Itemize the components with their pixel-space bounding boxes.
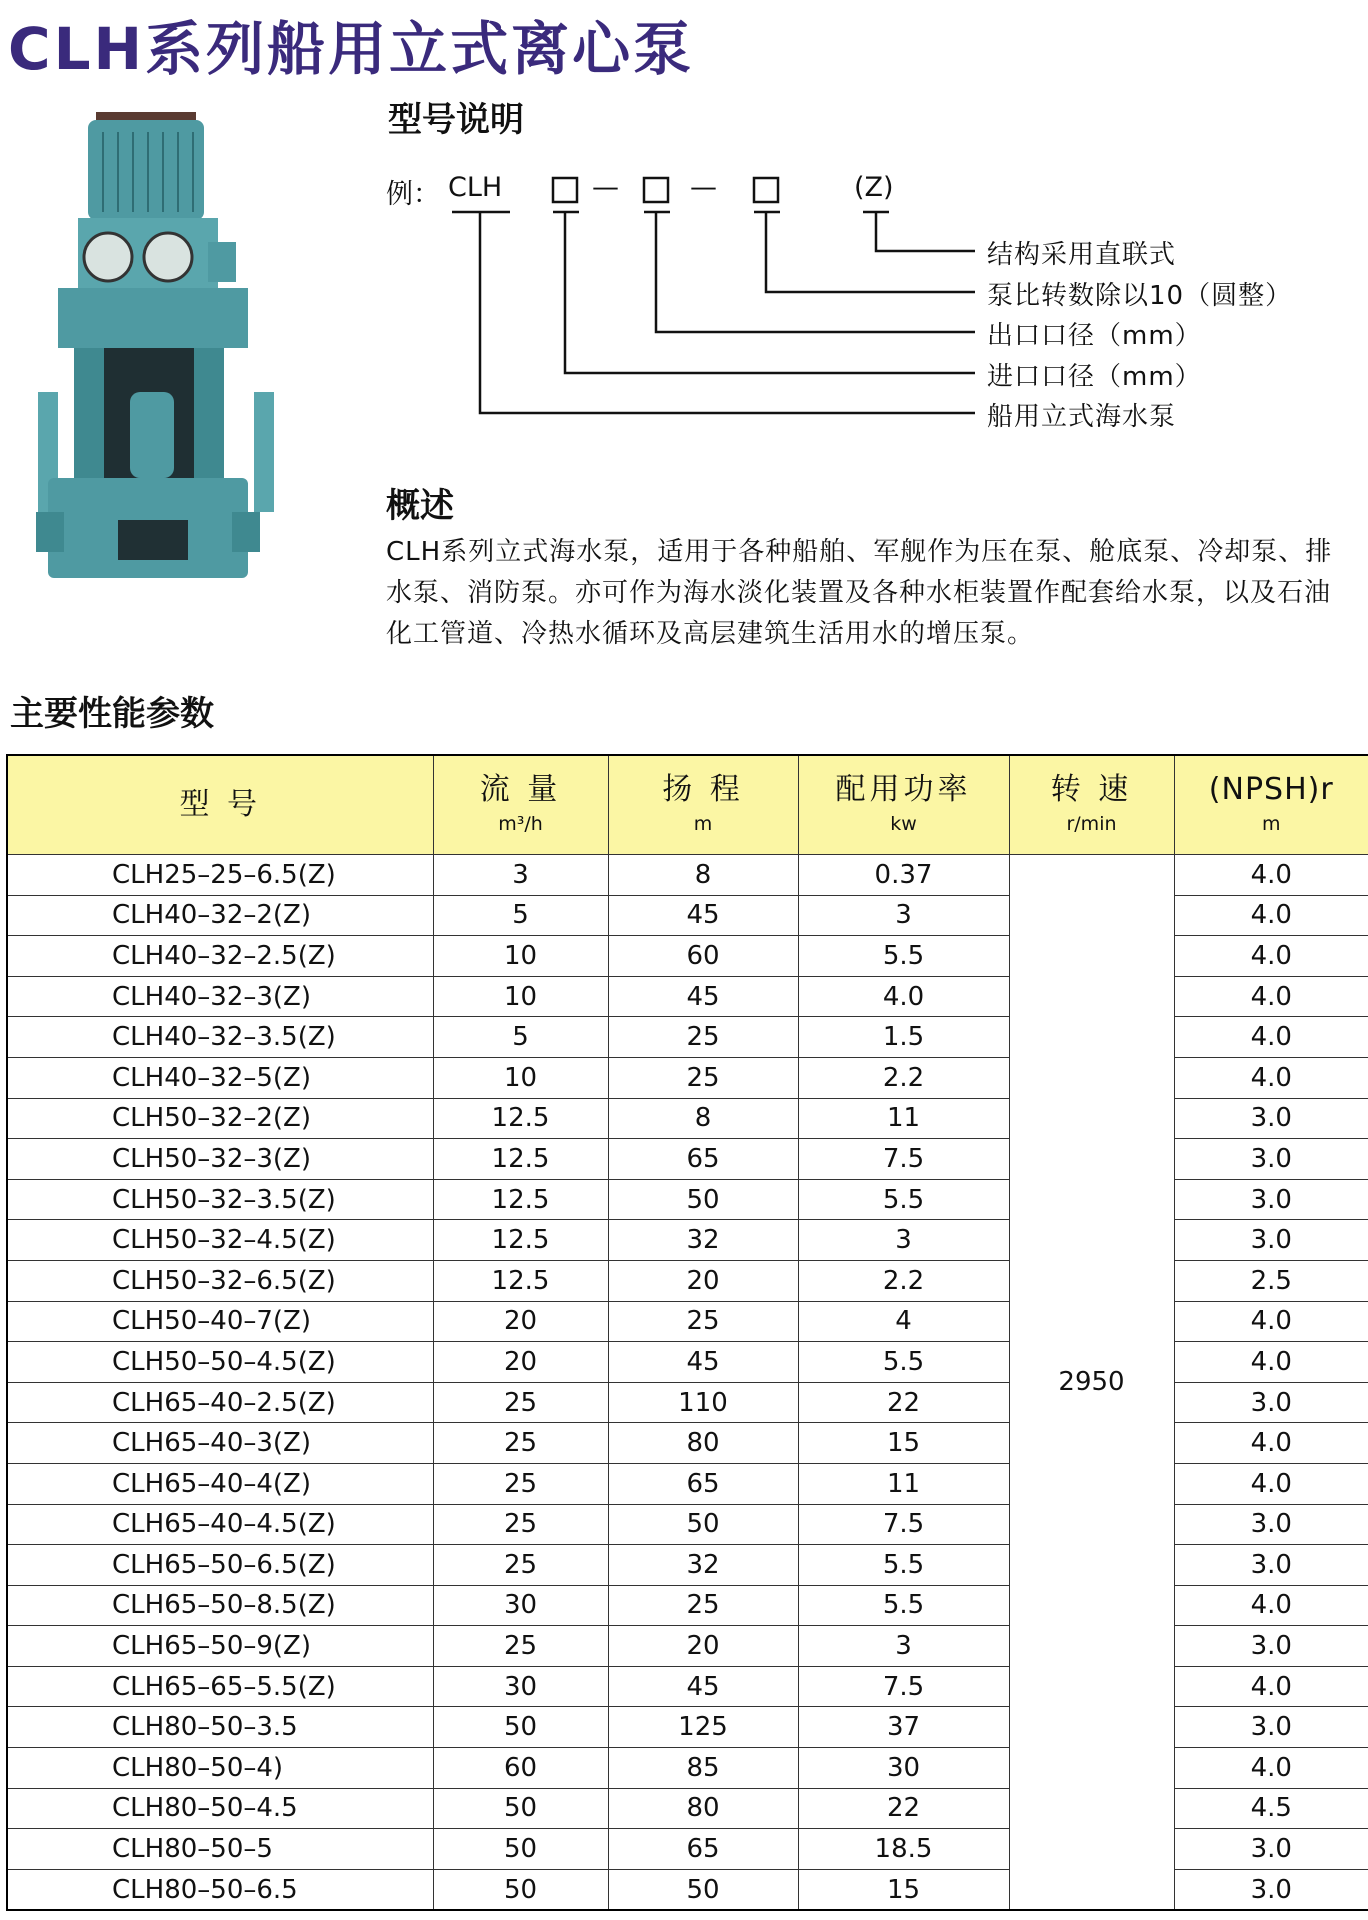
- cell-power: 5.5: [798, 1585, 1009, 1626]
- cell-head: 32: [608, 1545, 798, 1586]
- cell-power: 11: [798, 1463, 1009, 1504]
- cell-model: CLH40–32–2.5(Z): [7, 936, 433, 977]
- cell-flow: 10: [433, 936, 608, 977]
- cell-flow: 25: [433, 1545, 608, 1586]
- col-header-flow: 流 量 m³/h: [433, 755, 608, 855]
- code-box-3: [754, 178, 778, 202]
- cell-head: 45: [608, 1342, 798, 1383]
- cell-npsh: 3.0: [1174, 1382, 1368, 1423]
- cell-flow: 25: [433, 1463, 608, 1504]
- cell-npsh: 4.0: [1174, 976, 1368, 1017]
- cell-power: 7.5: [798, 1666, 1009, 1707]
- cell-model: CLH40–32–3.5(Z): [7, 1017, 433, 1058]
- cell-npsh: 4.0: [1174, 1342, 1368, 1383]
- cell-head: 20: [608, 1626, 798, 1667]
- model-section-heading: 型号说明: [388, 100, 524, 140]
- cell-model: CLH50–32–3.5(Z): [7, 1179, 433, 1220]
- cell-model: CLH80–50–3.5: [7, 1707, 433, 1748]
- cell-flow: 12.5: [433, 1098, 608, 1139]
- code-dash-2: —: [690, 172, 717, 203]
- cell-head: 25: [608, 1301, 798, 1342]
- cell-model: CLH50–32–4.5(Z): [7, 1220, 433, 1261]
- cell-flow: 20: [433, 1301, 608, 1342]
- cell-power: 0.37: [798, 855, 1009, 896]
- cell-power: 30: [798, 1748, 1009, 1789]
- cell-power: 22: [798, 1382, 1009, 1423]
- cell-power: 18.5: [798, 1829, 1009, 1870]
- cell-power: 2.2: [798, 1057, 1009, 1098]
- code-box-2: [644, 178, 668, 202]
- cell-power: 22: [798, 1788, 1009, 1829]
- cell-power: 1.5: [798, 1017, 1009, 1058]
- cell-npsh: 3.0: [1174, 1504, 1368, 1545]
- cell-model: CLH80–50–6.5: [7, 1869, 433, 1910]
- cell-npsh: 3.0: [1174, 1098, 1368, 1139]
- annotation-pump-type: 船用立式海水泵: [987, 402, 1177, 432]
- col-header-head: 扬 程 m: [608, 755, 798, 855]
- cell-npsh: 4.0: [1174, 1666, 1368, 1707]
- cell-model: CLH80–50–5: [7, 1829, 433, 1870]
- cell-model: CLH80–50–4.5: [7, 1788, 433, 1829]
- example-label: 例：: [386, 179, 440, 210]
- cell-head: 32: [608, 1220, 798, 1261]
- cell-model: CLH50–32–2(Z): [7, 1098, 433, 1139]
- cell-flow: 12.5: [433, 1179, 608, 1220]
- cell-model: CLH50–32–6.5(Z): [7, 1260, 433, 1301]
- cell-flow: 50: [433, 1707, 608, 1748]
- cell-flow: 10: [433, 976, 608, 1017]
- cell-power: 11: [798, 1098, 1009, 1139]
- cell-flow: 25: [433, 1626, 608, 1667]
- cell-head: 20: [608, 1260, 798, 1301]
- cell-flow: 25: [433, 1504, 608, 1545]
- cell-head: 25: [608, 1057, 798, 1098]
- col-header-model: 型 号: [7, 755, 433, 855]
- cell-power: 5.5: [798, 1179, 1009, 1220]
- cell-model: CLH65–40–4.5(Z): [7, 1504, 433, 1545]
- cell-flow: 50: [433, 1869, 608, 1910]
- cell-head: 60: [608, 936, 798, 977]
- cell-power: 3: [798, 895, 1009, 936]
- cell-npsh: 4.0: [1174, 936, 1368, 977]
- cell-flow: 10: [433, 1057, 608, 1098]
- cell-model: CLH50–32–3(Z): [7, 1139, 433, 1180]
- cell-npsh: 4.0: [1174, 1017, 1368, 1058]
- cell-head: 25: [608, 1585, 798, 1626]
- overview-heading: 概述: [386, 486, 454, 526]
- cell-npsh: 2.5: [1174, 1260, 1368, 1301]
- cell-model: CLH50–50–4.5(Z): [7, 1342, 433, 1383]
- cell-head: 80: [608, 1423, 798, 1464]
- cell-flow: 50: [433, 1788, 608, 1829]
- cell-npsh: 3.0: [1174, 1626, 1368, 1667]
- cell-npsh: 3.0: [1174, 1869, 1368, 1910]
- table-body: [7, 855, 1368, 1911]
- cell-model: CLH65–65–5.5(Z): [7, 1666, 433, 1707]
- col-header-power: 配用功率 kw: [798, 755, 1009, 855]
- cell-head: 85: [608, 1748, 798, 1789]
- cell-model: CLH40–32–5(Z): [7, 1057, 433, 1098]
- code-suffix: (Z): [854, 172, 894, 203]
- cell-flow: 30: [433, 1666, 608, 1707]
- overview-text: CLH系列立式海水泵，适用于各种船舶、军舰作为压在泵、舱底泵、冷却泵、排水泵、消防泵。亦可作为海水淡化装置及各种水柜装置作配套给水泵，以及石油化工管道、冷热水循环及高层建筑生活用水的增压泵。: [386, 537, 1333, 649]
- cell-power: 3: [798, 1626, 1009, 1667]
- cell-head: 8: [608, 1098, 798, 1139]
- annotation-specific-speed: 泵比转数除以10（圆整）: [987, 281, 1293, 311]
- cell-npsh: 4.5: [1174, 1788, 1368, 1829]
- cell-power: 4: [798, 1301, 1009, 1342]
- cell-flow: 25: [433, 1423, 608, 1464]
- cell-npsh: 4.0: [1174, 1301, 1368, 1342]
- cell-model: CLH65–40–2.5(Z): [7, 1382, 433, 1423]
- cell-flow: 12.5: [433, 1220, 608, 1261]
- cell-power: 7.5: [798, 1504, 1009, 1545]
- cell-model: CLH50–40–7(Z): [7, 1301, 433, 1342]
- cell-flow: 50: [433, 1829, 608, 1870]
- cell-head: 65: [608, 1139, 798, 1180]
- col-header-speed: 转 速 r/min: [1009, 755, 1174, 855]
- cell-head: 80: [608, 1788, 798, 1829]
- cell-npsh: 3.0: [1174, 1707, 1368, 1748]
- cell-model: CLH65–40–4(Z): [7, 1463, 433, 1504]
- cell-model: CLH40–32–3(Z): [7, 976, 433, 1017]
- cell-head: 45: [608, 1666, 798, 1707]
- cell-flow: 5: [433, 895, 608, 936]
- cell-flow: 60: [433, 1748, 608, 1789]
- cell-power: 4.0: [798, 976, 1009, 1017]
- cell-model: CLH65–50–8.5(Z): [7, 1585, 433, 1626]
- params-heading: 主要性能参数: [10, 694, 214, 734]
- cell-speed: 2950: [1009, 855, 1174, 1911]
- cell-head: 50: [608, 1504, 798, 1545]
- cell-flow: 12.5: [433, 1139, 608, 1180]
- cell-flow: 3: [433, 855, 608, 896]
- cell-flow: 5: [433, 1017, 608, 1058]
- cell-head: 65: [608, 1463, 798, 1504]
- cell-flow: 30: [433, 1585, 608, 1626]
- cell-power: 3: [798, 1220, 1009, 1261]
- cell-power: 5.5: [798, 1545, 1009, 1586]
- cell-model: CLH65–50–9(Z): [7, 1626, 433, 1667]
- table-header-row: [7, 755, 1368, 855]
- code-dash-1: —: [592, 172, 619, 203]
- cell-model: CLH40–32–2(Z): [7, 895, 433, 936]
- cell-head: 25: [608, 1017, 798, 1058]
- cell-npsh: 4.0: [1174, 1748, 1368, 1789]
- col-header-npsh: (NPSH)r m: [1174, 755, 1368, 855]
- cell-power: 15: [798, 1869, 1009, 1910]
- cell-npsh: 4.0: [1174, 1057, 1368, 1098]
- cell-power: 5.5: [798, 1342, 1009, 1383]
- cell-npsh: 3.0: [1174, 1220, 1368, 1261]
- cell-npsh: 3.0: [1174, 1179, 1368, 1220]
- cell-npsh: 4.0: [1174, 1463, 1368, 1504]
- cell-head: 65: [608, 1829, 798, 1870]
- cell-npsh: 3.0: [1174, 1139, 1368, 1180]
- performance-table: [6, 754, 1368, 1911]
- cell-model: CLH25–25–6.5(Z): [7, 855, 433, 896]
- cell-power: 5.5: [798, 936, 1009, 977]
- cell-flow: 25: [433, 1382, 608, 1423]
- annotation-structure: 结构采用直联式: [987, 240, 1177, 270]
- cell-head: 50: [608, 1179, 798, 1220]
- cell-model: CLH65–50–6.5(Z): [7, 1545, 433, 1586]
- cell-head: 125: [608, 1707, 798, 1748]
- cell-head: 45: [608, 976, 798, 1017]
- cell-npsh: 4.0: [1174, 855, 1368, 896]
- cell-head: 110: [608, 1382, 798, 1423]
- code-box-1: [553, 178, 577, 202]
- cell-power: 37: [798, 1707, 1009, 1748]
- cell-flow: 12.5: [433, 1260, 608, 1301]
- cell-npsh: 4.0: [1174, 1423, 1368, 1464]
- cell-npsh: 3.0: [1174, 1829, 1368, 1870]
- cell-npsh: 4.0: [1174, 1585, 1368, 1626]
- cell-power: 7.5: [798, 1139, 1009, 1180]
- page-title: CLH系列船用立式离心泵: [8, 15, 695, 83]
- annotation-inlet-diameter: 进口口径（mm）: [987, 362, 1202, 392]
- cell-npsh: 3.0: [1174, 1545, 1368, 1586]
- cell-head: 50: [608, 1869, 798, 1910]
- cell-head: 45: [608, 895, 798, 936]
- cell-head: 8: [608, 855, 798, 896]
- annotation-outlet-diameter: 出口口径（mm）: [987, 321, 1202, 351]
- table-row: [7, 855, 1368, 896]
- cell-power: 15: [798, 1423, 1009, 1464]
- cell-npsh: 4.0: [1174, 895, 1368, 936]
- cell-flow: 20: [433, 1342, 608, 1383]
- cell-model: CLH65–40–3(Z): [7, 1423, 433, 1464]
- cell-power: 2.2: [798, 1260, 1009, 1301]
- code-prefix: CLH: [448, 172, 503, 203]
- cell-model: CLH80–50–4): [7, 1748, 433, 1789]
